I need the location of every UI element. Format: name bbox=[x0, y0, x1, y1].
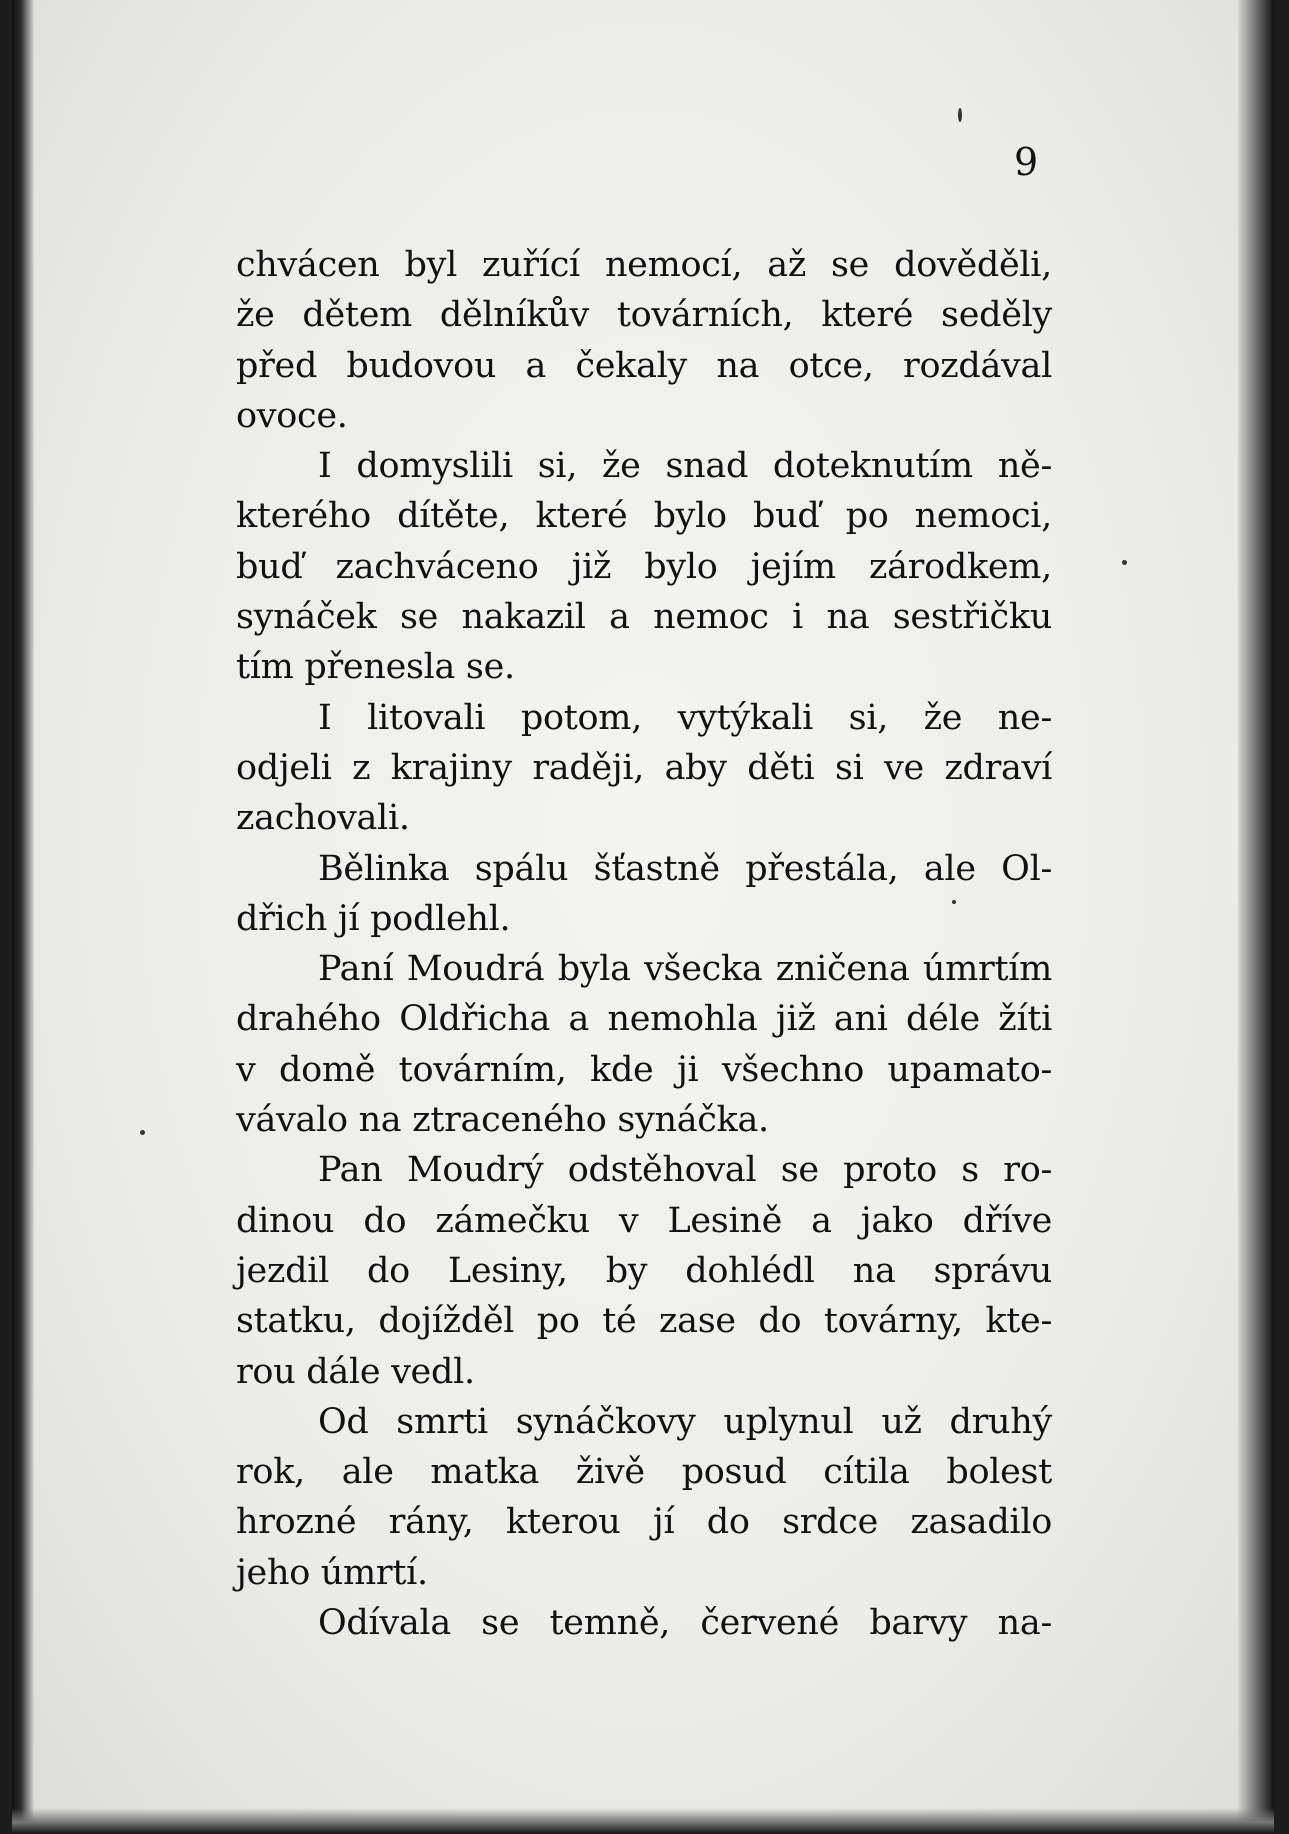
text-line: vávalo na ztraceného synáčka. bbox=[236, 1100, 769, 1141]
print-speck bbox=[958, 108, 962, 122]
print-speck bbox=[140, 1130, 145, 1135]
text-line: synáček se nakazil a nemoc i na sestřičku bbox=[236, 597, 1052, 638]
text-line: před budovou a čekaly na otce, rozdával bbox=[236, 345, 1052, 386]
body-text bbox=[236, 240, 1052, 1648]
text-line: Pan Moudrý odstěhoval se proto s ro- bbox=[318, 1150, 1052, 1191]
text-line: Paní Moudrá byla všecka zničena úmrtím bbox=[318, 949, 1052, 990]
page-bottom-edge bbox=[12, 1808, 1274, 1834]
text-line: tím přenesla se. bbox=[236, 647, 515, 688]
book-page bbox=[12, 0, 1274, 1834]
text-line: kterého dítěte, které bylo buď po nemoci, bbox=[236, 496, 1052, 537]
text-line: hrozné rány, kterou jí do srdce zasadilo bbox=[236, 1502, 1052, 1543]
text-line: I domyslili si, že snad doteknutím ně- bbox=[318, 446, 1052, 487]
text-line: v domě továrním, kde ji všechno upamato- bbox=[236, 1049, 1052, 1090]
text-line: statku, dojížděl po té zase do továrny, kte- bbox=[236, 1301, 1052, 1342]
page-left-edge bbox=[12, 0, 34, 1834]
text-line: jeho úmrtí. bbox=[236, 1552, 428, 1593]
text-line: ovoce. bbox=[236, 395, 348, 436]
text-line: I litovali potom, vytýkali si, že ne- bbox=[318, 697, 1052, 738]
print-speck bbox=[1122, 560, 1127, 565]
text-line: buď zachváceno již bylo jejím zárodkem, bbox=[236, 546, 1052, 587]
text-line: dinou do zámečku v Lesině a jako dříve bbox=[236, 1200, 1052, 1241]
page-number: 9 bbox=[1014, 140, 1039, 184]
text-line: rok, ale matka živě posud cítila bolest bbox=[236, 1452, 1052, 1493]
text-line: Odívala se temně, červené barvy na- bbox=[318, 1603, 1052, 1644]
text-line: Od smrti synáčkovy uplynul už druhý bbox=[318, 1401, 1052, 1442]
text-line: zachovali. bbox=[236, 798, 410, 839]
text-line: chvácen byl zuřící nemocí, až se dověděli, bbox=[236, 245, 1052, 285]
text-line: drahého Oldřicha a nemohla již ani déle žíti bbox=[236, 999, 1052, 1040]
text-line: odjeli z krajiny raději, aby děti si ve zdraví bbox=[236, 747, 1052, 788]
text-line: Bělinka spálu šťastně přestála, ale Ol- bbox=[318, 848, 1052, 889]
text-line: rou dále vedl. bbox=[236, 1351, 475, 1392]
text-line: jezdil do Lesiny, by dohlédl na správu bbox=[236, 1250, 1052, 1291]
text-line: dřich jí podlehl. bbox=[236, 898, 511, 939]
page-right-edge bbox=[1238, 0, 1274, 1834]
text-line: že dětem dělníkův továrních, které seděly bbox=[236, 295, 1052, 336]
